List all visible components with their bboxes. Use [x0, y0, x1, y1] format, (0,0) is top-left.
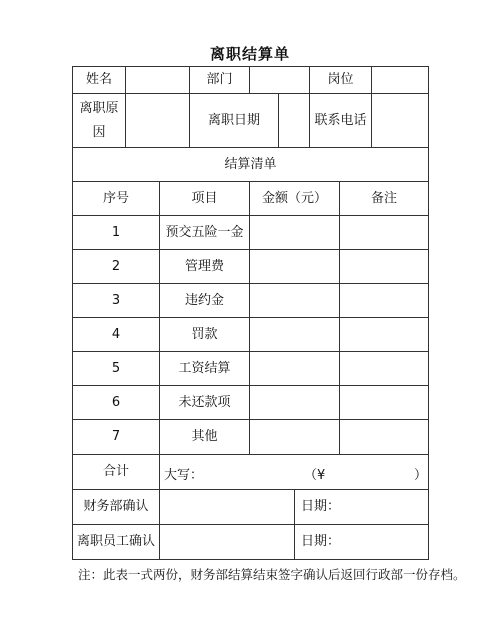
total-yen-close: ） — [414, 468, 428, 483]
finance-signature-field[interactable] — [159, 489, 295, 525]
finance-confirm-label: 财务部确认 — [72, 489, 160, 525]
col-item-header: 项目 — [159, 181, 250, 216]
row-remark-field[interactable] — [339, 351, 429, 386]
row-seq: 3 — [72, 283, 160, 318]
name-field[interactable] — [125, 66, 190, 94]
total-yen-open: （¥ — [304, 468, 326, 483]
footnote: 注：此表一式两份，财务部结算结束签字确认后返回行政部一份存档。 — [78, 567, 466, 582]
total-label: 合计 — [72, 454, 160, 490]
phone-field[interactable] — [371, 93, 429, 148]
date-field[interactable] — [278, 93, 310, 148]
row-seq: 5 — [72, 351, 160, 386]
row-amount-field[interactable] — [249, 351, 340, 386]
row-item: 工资结算 — [159, 351, 250, 386]
row-item: 其他 — [159, 419, 250, 455]
reason-label — [72, 93, 126, 148]
row-item: 预交五险一金 — [159, 215, 250, 250]
dept-field[interactable] — [249, 66, 310, 94]
row-remark-field[interactable] — [339, 419, 429, 455]
employee-date-label: 日期： — [301, 534, 341, 549]
reason-field[interactable] — [125, 93, 190, 148]
position-field[interactable] — [371, 66, 429, 94]
date-label: 离职日期 — [189, 93, 279, 148]
phone-label: 联系电话 — [309, 93, 372, 148]
employee-signature-field[interactable] — [159, 524, 295, 560]
row-item: 违约金 — [159, 283, 250, 318]
row-item: 未还款项 — [159, 385, 250, 420]
row-amount-field[interactable] — [249, 317, 340, 352]
section-title: 结算清单 — [72, 147, 429, 182]
row-amount-field[interactable] — [249, 249, 340, 284]
reason-label-text: 离职原因 — [79, 100, 119, 140]
row-remark-field[interactable] — [339, 215, 429, 250]
row-seq: 2 — [72, 249, 160, 284]
col-seq-header: 序号 — [72, 181, 160, 216]
col-remark-header: 备注 — [339, 181, 429, 216]
employee-confirm-label: 离职员工确认 — [72, 524, 160, 560]
row-seq: 6 — [72, 385, 160, 420]
row-remark-field[interactable] — [339, 385, 429, 420]
row-item: 管理费 — [159, 249, 250, 284]
document-title: 离职结算单 — [209, 45, 290, 63]
position-label: 岗位 — [309, 66, 372, 94]
row-seq: 1 — [72, 215, 160, 250]
dept-label: 部门 — [189, 66, 250, 94]
row-remark-field[interactable] — [339, 317, 429, 352]
row-remark-field[interactable] — [339, 283, 429, 318]
finance-date-field[interactable] — [294, 489, 429, 525]
finance-date-label: 日期： — [301, 499, 341, 514]
row-seq: 7 — [72, 419, 160, 455]
name-label: 姓名 — [72, 66, 126, 94]
row-remark-field[interactable] — [339, 249, 429, 284]
total-uppercase-label: 大写： — [164, 468, 204, 483]
row-seq: 4 — [72, 317, 160, 352]
row-amount-field[interactable] — [249, 283, 340, 318]
row-item: 罚款 — [159, 317, 250, 352]
employee-date-field[interactable] — [294, 524, 429, 560]
col-amount-header: 金额（元） — [249, 181, 340, 216]
row-amount-field[interactable] — [249, 215, 340, 250]
row-amount-field[interactable] — [249, 419, 340, 455]
row-amount-field[interactable] — [249, 385, 340, 420]
